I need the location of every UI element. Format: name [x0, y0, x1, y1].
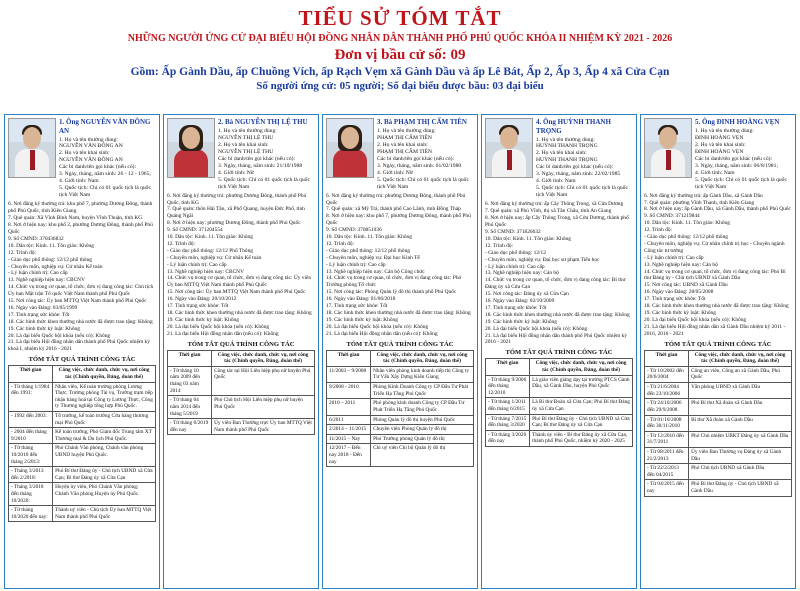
- bio-line: 19. Các hình thức kỷ luật: Không: [644, 310, 716, 317]
- bio-line: 13. Nghề nghiệp hiện nay: Cán bộ Công chức: [326, 268, 425, 275]
- table-row: [327, 399, 474, 415]
- identity-line: 1. Họ và tên thường dùng:: [377, 127, 436, 134]
- bio-line: - Giáo dục phổ thông: 12/12 phổ thông: [8, 256, 92, 263]
- time-column-header: Thời gian: [645, 350, 689, 366]
- candidate-bio: [8, 201, 156, 353]
- bio-line: 8. Nơi ở hiện nay: khu phố 2, phường Dương Đông, thành phố Phú Quốc: [8, 222, 153, 235]
- candidate-column: [322, 114, 478, 589]
- identity-line: 5. Quốc tịch: Chỉ có 01 quốc tịch là quốc tịch Việt Nam: [59, 185, 151, 199]
- time-cell: - Từ 12/2010 đến 31/7/2011: [645, 431, 689, 447]
- time-cell: - Từ 04/2015 đến nay: [645, 480, 689, 496]
- bio-line: 18. Các hình thức khen thưởng nhà nước đã được trao tặng: Không: [485, 311, 630, 318]
- identity-line: 2. Họ và tên khai sinh:: [218, 141, 269, 148]
- candidate-identity: [377, 118, 474, 191]
- bio-line: 13. Nghề nghiệp hiện nay: CBCNV: [167, 268, 244, 275]
- work-cell: Ủy viên Ban Thường vụ Đảng ủy xã Gành Dầu: [689, 447, 792, 463]
- time-cell: - Tháng 3/2013 đến 2/2018:: [9, 467, 53, 483]
- work-history-table: [167, 350, 315, 436]
- bio-line: 9. Số CMND: 370851036: [326, 227, 382, 234]
- table-row: [645, 366, 792, 382]
- bio-line: 21. Là đại biểu Hội đồng nhân dân (nếu có): Không: [326, 330, 438, 337]
- identity-line: ĐINH HOÀNG VẸN: [695, 134, 744, 141]
- bio-line: 21. Là đại biểu Hội đồng nhân dân xã Gành Dầu nhiệm kỳ 2011 - 2016, 2016 - 2021: [644, 323, 786, 337]
- work-cell: Phó Bí thư Đảng ủy - Chủ tịch UBND xã Cửa Cạn; Bí thư Đảng ủy xã Cửa Cạn: [530, 414, 633, 430]
- candidate-bio: [644, 193, 792, 338]
- bio-line: 15. Nơi công tác: Ủy ban MTTQ Việt Nam thành phố Phú Quốc: [8, 298, 147, 305]
- bio-line: 21. Là đại biểu Hội đồng nhân dân thành phố Phú Quốc nhiệm kỳ 2016 - 2021: [485, 332, 627, 346]
- candidate-column: [481, 114, 637, 589]
- bio-line: 6. Nơi đăng ký thường trú: khu phố 7, phường Dương Đông, thành phố Phú Quốc, tỉnh Kiên Giang: [8, 201, 153, 215]
- work-cell: Là giáo viên giảng dạy tại trường PTCS Gành Dầu, xã Gành Dầu, huyện Phú Quốc: [530, 375, 633, 398]
- work-cell: Phó Bí thư Đảng ủy - Chủ tịch UBND xã Gành Dầu: [689, 480, 792, 496]
- work-cell: Thành ủy viên - Bí thư Đảng ủy xã Cửa Cạn, thành phố Phú Quốc, nhiệm kỳ 2020 - 2025: [530, 430, 633, 446]
- work-cell: Ủy viên Ban Thường trực Ủy ban MTTQ Việt Nam thành phố Phú Quốc: [212, 419, 315, 435]
- work-cell: Phó Chủ tịch Hội Liên hiệp phụ nữ huyện Phú Quốc: [212, 396, 315, 419]
- bio-line: 8. Nơi ở hiện nay: khu phố 7, phường Dương Đông, thành phố Phú Quốc: [326, 213, 471, 227]
- bio-line: 10. Dân tộc: Kinh. 11. Tôn giáo: Không: [485, 235, 571, 242]
- candidate-header: [8, 118, 156, 199]
- bio-line: 6. Nơi đăng ký thường trú: ấp Cây Thông Trong, xã Cửa Dương: [485, 201, 624, 208]
- header: [0, 0, 800, 93]
- identity-line: 5. Quốc tịch: Chỉ có 01 quốc tịch là quốc tịch Việt Nam: [536, 185, 628, 199]
- bio-line: 9. Số CMND: 370436832: [8, 235, 64, 242]
- candidate-column: [4, 114, 160, 589]
- identity-line: 5. Quốc tịch: Chỉ có 01 quốc tịch là quốc tịch Việt Nam: [218, 176, 310, 190]
- bio-line: 15. Nơi công tác: Đảng ủy xã Cửa Cạn: [485, 291, 569, 298]
- bio-line: 16. Ngày vào Đảng: 20/10/2012: [167, 296, 237, 303]
- work-column-header: Công việc, chức danh, chức vụ, nơi công tác (Chính quyền, Đảng, đoàn thể): [212, 350, 315, 366]
- table-header-row: [645, 350, 792, 366]
- bio-line: 14. Chức vụ trong cơ quan, tổ chức, đơn vị đang công tác: Bí thư Đảng ủy xã Cửa Cạn: [485, 277, 626, 291]
- work-cell: Phó Chánh Văn phòng, Chánh văn phòng UBND huyện Phú Quốc.: [53, 444, 156, 467]
- identity-line: NGUYỄN THỊ LỆ THU: [218, 134, 274, 141]
- candidate-bio: [326, 193, 474, 338]
- time-cell: - 2004 đến tháng 9/2010: [9, 428, 53, 444]
- bio-line: 17. Tình trạng sức khỏe: Tốt: [167, 303, 229, 310]
- bio-line: 9. Số CMND: 371204554: [167, 227, 223, 234]
- work-cell: Phó phòng kinh doanh Công ty CP Đầu Tư Phát Triển Hạ Tầng Phú Quốc: [371, 399, 474, 415]
- table-header-row: [168, 350, 315, 366]
- time-cell: 11/2003 – 9/2008: [327, 366, 371, 382]
- table-row: [645, 431, 792, 447]
- bio-line: - Chuyên môn, nghiệp vụ: Đại học Kinh Tế: [326, 254, 420, 261]
- work-cell: Văn phòng UBND xã Gành Dầu: [689, 383, 792, 399]
- time-cell: - Từ tháng 1/1984 đến 1991:: [9, 382, 53, 411]
- work-history-title: TÓM TẮT QUÁ TRÌNH CÔNG TÁC: [28, 356, 136, 364]
- identity-line: HUỲNH THANH TRỌNG: [536, 157, 598, 164]
- bio-line: 14. Chức vụ trong cơ quan, tổ chức, đơn vị đang công tác: Chủ tịch Ủy ban Mặt trận Tổ quốc Việt Nam thành phố Phú Quốc: [8, 284, 154, 298]
- bio-line: 15. Nơi công tác: Phòng Quản lý đô thị thành phố Phú Quốc: [326, 289, 457, 296]
- bio-line: - Chuyên môn, nghiệp vụ: Đại học sư phạm Tiểu học: [485, 256, 600, 263]
- identity-line: 5. Quốc tịch: Chỉ có 01 quốc tịch là quốc tịch Việt Nam: [377, 176, 469, 190]
- work-cell: Phó Chủ nhiệm UBKT Đảng ủy xã Gành Dầu: [689, 431, 792, 447]
- bio-line: 12. Trình độ:: [8, 249, 37, 256]
- table-row: [327, 444, 474, 467]
- identity-line: 2. Họ và tên khai sinh:: [59, 150, 110, 157]
- time-cell: - Từ 21/6/2004 đến 23/10/2006: [645, 383, 689, 399]
- table-header-row: [9, 366, 156, 382]
- bio-line: 20. Là đại biểu Quốc hội khóa (nếu có): Không: [485, 325, 588, 332]
- identity-line: HUỲNH THANH TRỌNG: [536, 143, 598, 150]
- work-cell: Chi uỷ viên Chi bộ Quản lý đô thị: [371, 444, 474, 467]
- candidate-photo: [8, 118, 56, 178]
- time-column-header: Thời gian: [168, 350, 212, 366]
- bio-line: 10. Dân tộc: Kinh. 11. Tôn giáo: Không: [326, 234, 412, 241]
- bio-line: 12. Trình độ:: [644, 227, 673, 234]
- work-cell: Nhân viên, Kế toán trường phòng Lương Thực; Trường phòng Tài vụ, Trường trạm tiếp nhận hàng hoá tại Công ty Lương Thực, Công ty Thương nghiệp tổng hợp Phú Quốc.: [53, 382, 156, 411]
- bio-line: - Chuyên môn, nghiệp vụ: Cử nhân Kế toán: [167, 254, 262, 261]
- identity-line: 3. Ngày, tháng, năm sinh: 22/02/1985: [536, 171, 621, 178]
- bio-line: 6. Nơi đăng ký thường trú: ấp Gành Dầu, xã Gành Dầu: [644, 192, 763, 199]
- bio-line: 20. Là đại biểu Quốc hội khóa (nếu có): Không: [8, 332, 111, 339]
- time-cell: - Từ tháng 3/2020 đến nay: [486, 430, 530, 446]
- work-cell: Phòng Quản lý đô thị huyện Phú Quốc: [371, 415, 474, 425]
- bio-line: 12. Trình độ:: [326, 240, 355, 247]
- work-cell: Thành uỷ viên - Chủ tịch Ủy ban MTTQ Việt Nam thành phố Phú Quốc: [53, 506, 156, 522]
- bio-line: 7. Quê quán: phường Vĩnh Thanh, tỉnh Kiên Giang: [644, 199, 755, 206]
- table-row: [9, 428, 156, 444]
- table-row: [645, 480, 792, 496]
- time-cell: - Từ tháng 10/2010 đến tháng 2/2013:: [9, 444, 53, 467]
- bio-line: 9. Số CMND: 371219844: [644, 213, 700, 220]
- bio-line: 7. Quê quán: xã Phú Vĩnh, thị xã Tân Châu, tỉnh An Giang: [485, 208, 612, 215]
- bio-line: 18. Các hình thức khen thưởng nhà nước đã được trao tặng: Không: [8, 318, 153, 325]
- time-cell: - Từ tháng 6/2019 đến nay: [168, 419, 212, 435]
- table-row: [645, 447, 792, 463]
- identity-line: Các bí danh/tên gọi khác (nếu có):: [59, 164, 137, 171]
- identity-line: 2. Họ và tên khai sinh:: [695, 141, 746, 148]
- work-column-header: Công việc, chức danh, chức vụ, nơi công tác (Chính quyền, Đảng, đoàn thể): [371, 350, 474, 366]
- identity-line: 3. Ngày, tháng, năm sinh: 26 - 12 - 1965;: [59, 171, 151, 178]
- time-cell: 2/2014 – 11/2015: [327, 425, 371, 435]
- bio-line: 16. Ngày vào Đảng: 01/06/2018: [326, 296, 396, 303]
- table-row: [9, 467, 156, 483]
- time-column-header: Thời gian: [9, 366, 53, 382]
- time-cell: - Từ tháng 1/2011 đến tháng 6/2015: [486, 398, 530, 414]
- bio-line: 8. Nơi ở hiện nay: ấp Cây Thông Trong, xã Cửa Dương, thành phố Phú Quốc: [485, 215, 629, 229]
- candidate-identity: [695, 118, 792, 191]
- bio-line: - Lý luận chính trị: Cao cấp: [8, 270, 68, 277]
- candidate-identity: [218, 118, 315, 191]
- bio-line: 18. Các hình thức khen thưởng nhà nước đã được trao tặng: Không: [326, 310, 471, 317]
- time-cell: - 1992 đến 2003:: [9, 411, 53, 427]
- work-history-title: TÓM TẮT QUÁ TRÌNH CÔNG TÁC: [346, 340, 454, 348]
- candidate-photo: [326, 118, 374, 178]
- time-cell: - Từ 08/2011 đến 21/2/2013: [645, 447, 689, 463]
- bio-line: 8. Nơi ở hiện nay: ấp Gành Dầu, xã Gành Dầu, thành phố Phú Quốc: [644, 206, 791, 213]
- table-row: [9, 483, 156, 506]
- identity-line: Các bí danh/tên gọi khác (nếu có):: [695, 155, 773, 162]
- table-row: [168, 419, 315, 435]
- bio-line: 17. Tình trạng sức khỏe: Tốt: [326, 303, 388, 310]
- bio-line: 17. Tình trạng sức khỏe: Tốt: [485, 304, 547, 311]
- bio-line: 19. Các hình thức kỷ luật: Không: [167, 316, 239, 323]
- bio-line: - Chuyên môn, nghiệp vụ: Cử nhân Kế toán: [8, 263, 103, 270]
- work-cell: Tổ trưởng, kế toán trưởng Cửa hàng thương mại Phú Quốc: [53, 411, 156, 427]
- bio-line: 14. Chức vụ trong cơ quan, tổ chức, đơn vị đang công tác: Ủy viên Ủy ban MTTQ Việt Nam thành phố Phú Quốc: [167, 275, 312, 289]
- time-column-header: Thời gian: [327, 350, 371, 366]
- candidate-photo: [167, 118, 215, 178]
- work-history-title: TÓM TẮT QUÁ TRÌNH CÔNG TÁC: [505, 349, 613, 357]
- bio-line: 19. Các hình thức kỷ luật: Không: [485, 318, 557, 325]
- bio-line: 16. Ngày vào Đảng: 03/05/1999: [8, 304, 78, 311]
- work-cell: Là Bí thư Đoàn xã Cửa Cạn; Phó Bí thư Đảng ủy xã Cửa Cạn: [530, 398, 633, 414]
- table-row: [327, 434, 474, 444]
- identity-line: Các bí danh/tên gọi khác (nếu có):: [377, 155, 455, 162]
- time-cell: 6/2011: [327, 415, 371, 425]
- identity-line: 4. Giới tính: Nữ: [377, 169, 413, 176]
- candidate-header: [167, 118, 315, 191]
- time-cell: - Từ 10/2002 đến 20/6/2004: [645, 366, 689, 382]
- candidate-name: 5. Ông ĐINH HOÀNG VẸN: [695, 118, 780, 126]
- bio-line: 15. Nơi công tác: Ủy ban MTTQ Việt Nam thành phố Phú Quốc: [167, 289, 306, 296]
- bio-line: 17. Tình trạng sức khỏe: Tốt: [8, 311, 70, 318]
- candidate-column: [163, 114, 319, 589]
- table-row: [486, 398, 633, 414]
- table-row: [9, 444, 156, 467]
- candidate-bio: [485, 201, 633, 346]
- bio-line: 10. Dân tộc: Kinh. 11. Tôn giáo: Không: [8, 242, 94, 249]
- time-cell: - Từ tháng 10 năm 2009 đến tháng 03 năm 2014: [168, 366, 212, 395]
- bio-line: 13. Nghề nghiệp hiện nay: Cán bộ: [644, 261, 718, 268]
- work-history-table: [8, 365, 156, 522]
- candidate-column: [640, 114, 796, 589]
- bio-line: - Giáo dục phổ thông: 12/12: [485, 249, 546, 256]
- bio-line: 14. Chức vụ trong cơ quan, tổ chức, đơn vị đang công tác: Phó Trưởng phòng Tổ chức: [326, 275, 462, 289]
- bio-line: 20. Là đại biểu Quốc hội khóa (nếu có): Không: [644, 316, 747, 323]
- time-cell: - Từ tháng 7/2015 đến tháng 3/2020: [486, 414, 530, 430]
- candidate-header: [644, 118, 792, 191]
- candidate-photo: [485, 118, 533, 178]
- candidate-bio: [167, 193, 315, 338]
- bio-line: 18. Các hình thức khen thưởng nhà nước đã được trao tặng: Không: [167, 310, 312, 317]
- identity-line: 1. Họ và tên thường dùng:: [536, 136, 595, 143]
- bio-line: 21. Là đại biểu Hội đồng nhân dân (nếu có): Không: [167, 330, 279, 337]
- work-column-header: Công việc, chức danh, chức vụ, nơi công tác (Chính quyền, Đảng, đoàn thể): [53, 366, 156, 382]
- bio-line: 7. Quê quán: thôn Hải Tân, xã Phổ Quang, huyện Đức Phổ, tỉnh Quảng Ngãi: [167, 206, 305, 220]
- identity-line: 5. Quốc tịch: Chỉ có 01 quốc tịch là quốc tịch Việt Nam: [695, 176, 787, 190]
- time-cell: 12/2017 – Đến nay 2018 - Đến nay: [327, 444, 371, 467]
- table-row: [327, 425, 474, 435]
- identity-line: 3. Ngày, tháng, năm sinh: 06/8/1981;: [695, 162, 778, 169]
- table-row: [486, 414, 633, 430]
- bio-line: - Giáo dục phổ thông: 12/12 Phổ Thông: [167, 247, 253, 254]
- bio-line: 9. Số CMND: 371826632: [485, 228, 541, 235]
- bio-line: 6. Nơi đăng ký thường trú: phường Dương Đông, thành phố Phú Quốc: [326, 192, 466, 206]
- identity-line: 2. Họ và tên khai sinh:: [377, 141, 428, 148]
- bio-line: - Lý luận chính trị: Cao cấp: [167, 261, 227, 268]
- electoral-unit: Đơn vị bầu cử số: 09: [334, 46, 466, 63]
- table-row: [9, 506, 156, 522]
- bio-line: 7. Quê quán: xã Mỹ Trà, thành phố Cao Lãnh, tỉnh Đồng Tháp: [326, 206, 461, 213]
- work-history-title: TÓM TẮT QUÁ TRÌNH CÔNG TÁC: [187, 340, 295, 348]
- ward-list: Gồm: Ấp Gành Dầu, ấp Chuồng Vích, ấp Rạch Vẹm xã Gành Dầu và ấp Lê Bát, Ấp 2, Ấp 3, Ấp 4 xã Cửa Cạn: [130, 65, 670, 78]
- work-cell: Nhân viên phòng kinh doanh tiếp thị Công ty Tư Vấn Xây Dựng Kiên Giang: [371, 366, 474, 382]
- work-cell: Chuyên viên Phòng Quản lý đô thị: [371, 425, 474, 435]
- page-title: TIỂU SỬ TÓM TẮT: [298, 6, 502, 30]
- identity-line: 4. Giới tính: Nam: [536, 178, 576, 185]
- table-row: [9, 411, 156, 427]
- bio-line: 13. Nghề nghiệp hiện nay: CBCNV: [8, 277, 85, 284]
- identity-line: Các bí danh/tên gọi khác (nếu có):: [536, 164, 614, 171]
- table-row: [327, 383, 474, 399]
- table-header-row: [327, 350, 474, 366]
- identity-line: Các bí danh/tên gọi khác (nếu có):: [218, 155, 296, 162]
- bio-line: - Giáo dục phổ thông: 12/12 phổ thông: [326, 247, 410, 254]
- bio-line: 19. Các hình thức kỷ luật: Không: [326, 316, 398, 323]
- time-cell: - Từ tháng 9/2006 đến tháng 12/2010: [486, 375, 530, 398]
- bio-line: 16. Ngày vào Đảng: 02/10/2009: [485, 298, 555, 305]
- bio-line: 19. Các hình thức kỷ luật: Không: [8, 325, 80, 332]
- table-header-row: [486, 359, 633, 375]
- bio-line: 18. Các hình thức khen thưởng nhà nước đã được trao tặng: Không: [644, 303, 789, 310]
- work-history-title: TÓM TẮT QUÁ TRÌNH CÔNG TÁC: [664, 340, 772, 348]
- work-cell: Công an viên, Công an xã Gành Dầu, Phú Quốc: [689, 366, 792, 382]
- work-history-table: [485, 358, 633, 447]
- identity-line: 1. Họ và tên thường dùng:: [59, 136, 118, 143]
- time-cell: 11/2015 – Nay: [327, 434, 371, 444]
- work-cell: Phó Chủ tịch UBND xã Gành Dầu: [689, 464, 792, 480]
- time-cell: - Từ 22/2/2013 đến 04/2015: [645, 464, 689, 480]
- time-cell: 2010 – 2011: [327, 399, 371, 415]
- table-row: [327, 366, 474, 382]
- candidate-columns: [4, 114, 796, 589]
- identity-line: ĐINH HOÀNG VẸN: [695, 148, 744, 155]
- time-cell: - Tháng 3/2018 đến tháng 10/2020:: [9, 483, 53, 506]
- bio-line: 12. Trình độ:: [167, 240, 196, 247]
- identity-line: PHẠM THỊ CẨM TIÊN: [377, 134, 432, 141]
- work-column-header: Công việc, chức danh, chức vụ, nơi công tác (Chính quyền, Đảng, đoàn thể): [689, 350, 792, 366]
- table-row: [486, 375, 633, 398]
- bio-line: 17. Tình trạng sức khỏe: Tốt: [644, 296, 706, 303]
- identity-line: 4. Giới tính: Nữ: [218, 169, 254, 176]
- bio-line: 13. Nghề nghiệp hiện nay: Cán bộ: [485, 270, 559, 277]
- table-row: [645, 415, 792, 431]
- candidate-header: [485, 118, 633, 199]
- candidate-identity: [59, 118, 156, 199]
- candidate-name: 3. Bà PHẠM THỊ CẨM TIÊN: [377, 118, 467, 126]
- bio-line: 10. Dân tộc: Kinh. 11. Tôn giáo: Không: [167, 234, 253, 241]
- time-column-header: Thời gian: [486, 359, 530, 375]
- candidate-identity: [536, 118, 633, 199]
- identity-line: 3. Ngày, tháng, năm sinh: 21/10/1988: [218, 162, 303, 169]
- bio-line: 20. Là đại biểu Quốc hội khóa (nếu có): Không: [326, 323, 429, 330]
- bio-line: 7. Quê quán: Xã Vĩnh Bình Nam, huyện Vĩnh Thuận, tỉnh KG: [8, 215, 143, 222]
- candidate-counts: Số người ứng cử: 05 người; Số đại biểu được bầu: 03 đại biểu: [256, 80, 544, 93]
- table-row: [645, 464, 792, 480]
- work-cell: Bí thư Xã đoàn xã Gành Dầu: [689, 415, 792, 431]
- identity-line: PHẠM THỊ CẨM TIÊN: [377, 148, 432, 155]
- bio-line: 10. Dân tộc: Kinh. 11. Tôn giáo: Không: [644, 220, 730, 227]
- bio-line: - Lý luận chính trị: Cao cấp: [326, 261, 386, 268]
- candidate-name: 2. Bà NGUYỄN THỊ LỆ THU: [218, 118, 308, 126]
- table-row: [486, 430, 633, 446]
- identity-line: 3. Ngày, tháng, năm sinh: 01/02/1980: [377, 162, 462, 169]
- bio-line: 12. Trình độ:: [485, 242, 514, 249]
- candidate-header: [326, 118, 474, 191]
- work-cell: Huyện ủy viên, Phó Chánh Văn phòng; Chánh Văn phòng Huyện ủy Phú Quốc.: [53, 483, 156, 506]
- time-cell: - Từ 24/10/2006 đến 29/9/2008: [645, 399, 689, 415]
- identity-line: NGUYỄN VĂN ĐÔNG AN: [59, 157, 123, 164]
- work-column-header: Công việc, chức danh, chức vụ, nơi công tác (Chính quyền, Đảng, đoàn thể): [530, 359, 633, 375]
- work-cell: Công tác tại Hội Liên hiệp phụ nữ huyện Phú Quốc: [212, 366, 315, 395]
- time-cell: 9/2008 - 2010: [327, 383, 371, 399]
- bio-line: 15. Nơi công tác: UBND xã Gành Dầu: [644, 282, 728, 289]
- table-row: [645, 399, 792, 415]
- bio-line: 6. Nơi đăng ký thường trú: phường Dương Đông, thành phố Phú Quốc, tỉnh KG: [167, 192, 307, 206]
- identity-line: 4. Giới tính: Nam: [695, 169, 735, 176]
- work-history-table: [644, 350, 792, 497]
- work-cell: Kế toán trưởng, Phó Giám đốc Trung tâm XT Thương mại & Du lịch Phú Quốc.: [53, 428, 156, 444]
- candidate-name: 4. Ông HUỲNH THANH TRỌNG: [536, 118, 611, 135]
- table-row: [645, 383, 792, 399]
- identity-line: 1. Họ và tên thường dùng:: [695, 127, 754, 134]
- table-row: [168, 366, 315, 395]
- work-cell: Phòng Kinh Doanh Công ty CP Đầu Tư Phát Triển Hạ Tầng Phú Quốc: [371, 383, 474, 399]
- table-row: [9, 382, 156, 411]
- work-cell: Phó Trưởng phòng Quản lý đô thị: [371, 434, 474, 444]
- candidate-photo: [644, 118, 692, 178]
- work-cell: Phó Bí thư Đảng ủy - Chủ tịch UBND xã Cửa Cạn; Bí thư Đảng ủy xã Cửa Cạn: [53, 467, 156, 483]
- bio-line: - Giáo dục phổ thông: 12/12 phổ thông: [644, 234, 728, 241]
- bio-line: 21. Là đại biểu Hội đồng nhân dân thành phố Phú Quốc nhiệm kỳ khoá I, nhiệm kỳ 2016 - 2021: [8, 339, 150, 353]
- work-cell: Phó Bí thư Xã đoàn xã Gành Dầu: [689, 399, 792, 415]
- work-history-table: [326, 350, 474, 468]
- identity-line: NGUYỄN THỊ LỆ THU: [218, 148, 274, 155]
- time-cell: - Từ tháng 04 năm 2014 đến tháng 5/2019: [168, 396, 212, 419]
- candidate-name: 1. Ông NGUYỄN VĂN ĐÔNG AN: [59, 118, 151, 135]
- table-row: [327, 415, 474, 425]
- time-cell: - Từ tháng 10/2020 đến nay:: [9, 506, 53, 522]
- page-subtitle: NHỮNG NGƯỜI ỨNG CỬ ĐẠI BIỂU HỘI ĐỒNG NHÂN DÂN THÀNH PHỐ PHÚ QUỐC KHÓA II NHIỆM KỲ 2021 - 2026: [127, 33, 673, 45]
- bio-line: - Lý luận chính trị: Cao cấp: [644, 254, 704, 261]
- bio-line: 8. Nơi ở hiện nay: phường Dương Đông, thành phố Phú Quốc: [167, 220, 301, 227]
- identity-line: 2. Họ và tên khai sinh:: [536, 150, 587, 157]
- table-row: [168, 396, 315, 419]
- bio-line: 14. Chức vụ trong cơ quan, tổ chức, đơn vị đang công tác: Phó Bí thư Đảng ủy - Chủ tịch UBND xã Gành Dầu: [644, 268, 786, 282]
- bio-line: 20. Là đại biểu Quốc hội khóa (nếu có): Không: [167, 323, 270, 330]
- bio-line: - Chuyên môn, nghiệp vụ: Cử nhân chính trị học - Chuyên ngành Công tác tư tưởng: [644, 240, 785, 254]
- identity-line: 4. Giới tính: Nam: [59, 178, 99, 185]
- bio-line: - Lý luận chính trị: Cao cấp: [485, 263, 545, 270]
- bio-line: 16. Ngày vào Đảng: 28/05/2008: [644, 289, 714, 296]
- identity-line: 1. Họ và tên thường dùng:: [218, 127, 277, 134]
- time-cell: - Từ 01/10/2008 đến 30/11/2010: [645, 415, 689, 431]
- identity-line: NGUYỄN VĂN ĐÔNG AN: [59, 143, 123, 150]
